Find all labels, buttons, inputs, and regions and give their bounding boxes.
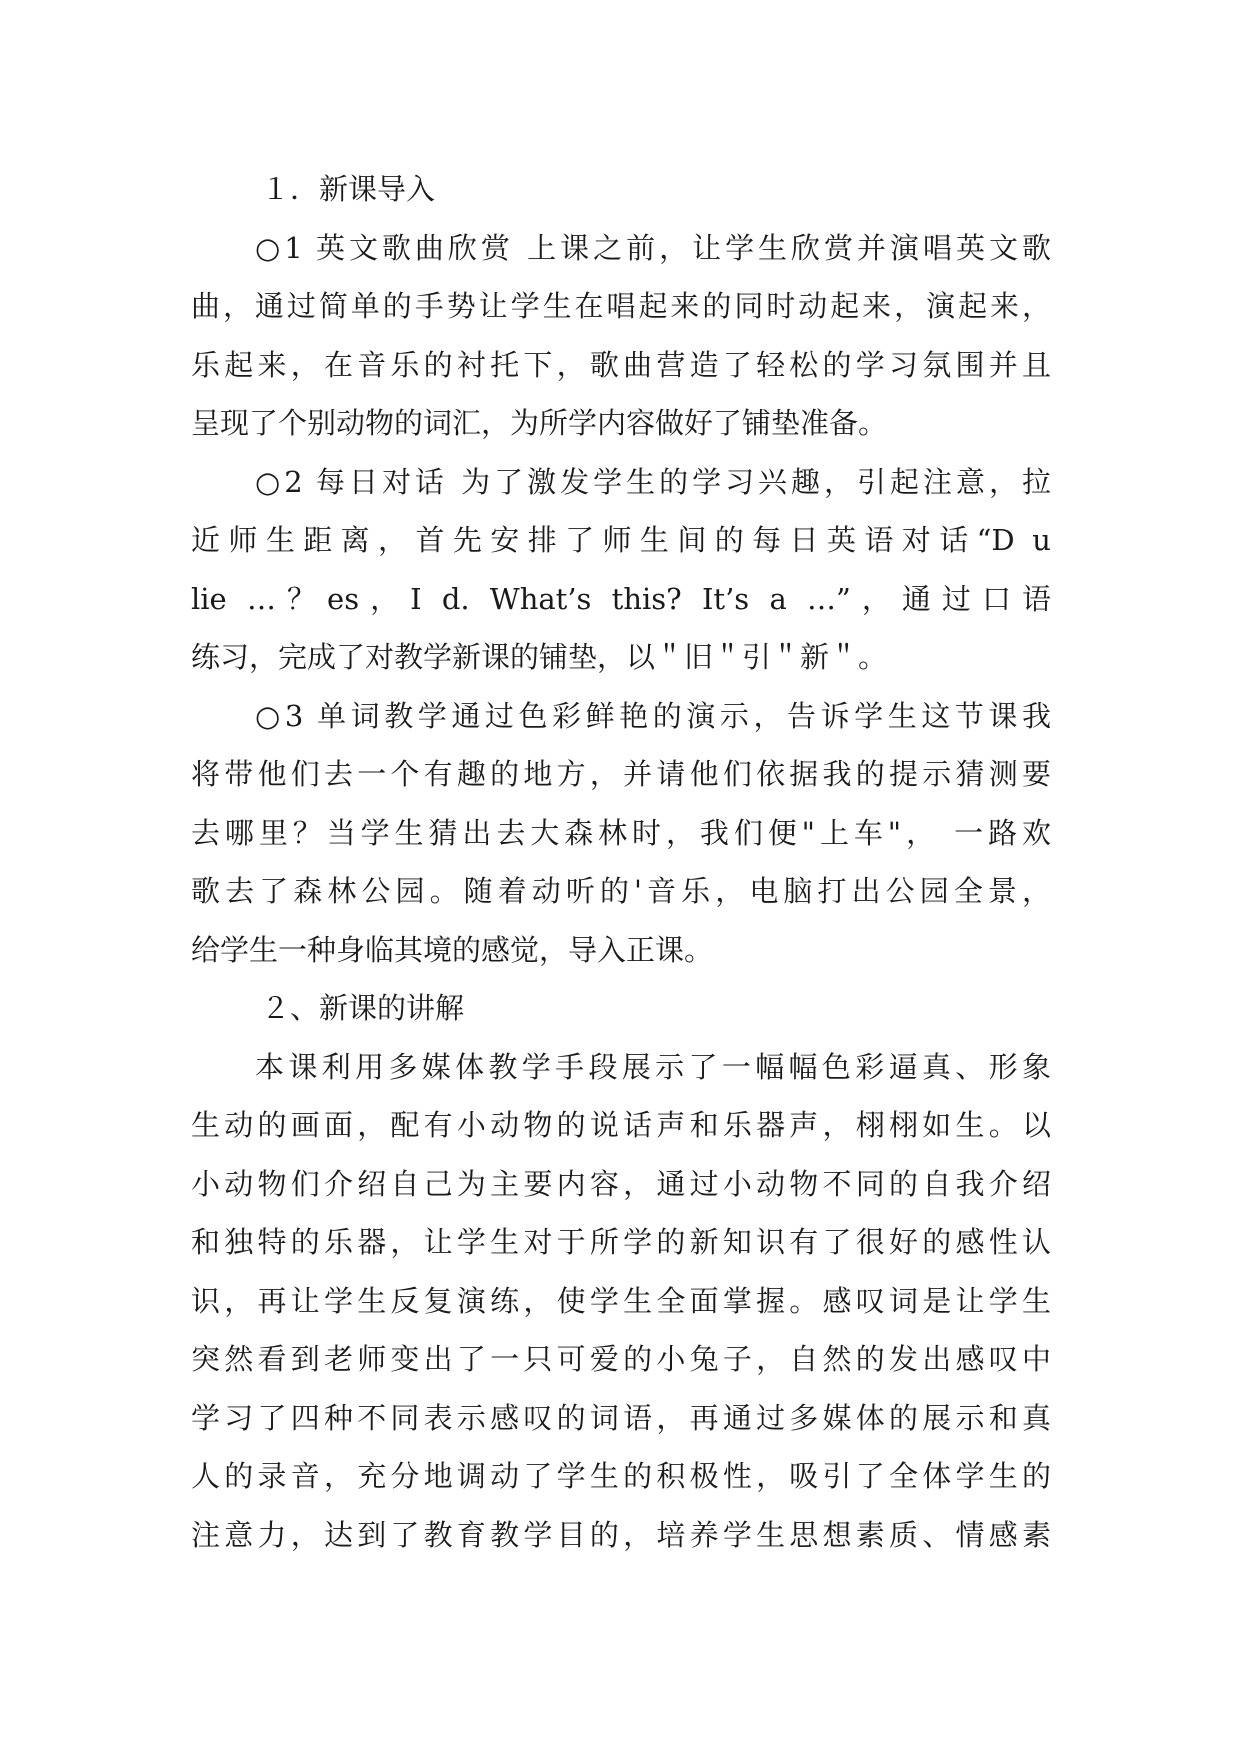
- paragraph-line: 生动的画面，配有小动物的说话声和乐器声，栩栩如生。以: [191, 1108, 1051, 1142]
- section-heading-1: １．新课导入: [261, 172, 436, 206]
- paragraph-line: 给学生一种身临其境的感觉，导入正课。: [191, 932, 714, 967]
- section-heading-2: ２、新课的讲解: [261, 991, 465, 1025]
- paragraph-line: 和独特的乐器，让学生对于所学的新知识有了很好的感性认: [191, 1225, 1051, 1259]
- paragraph-line: 练习，完成了对教学新课的铺垫，以＂旧＂引＂新＂。: [191, 640, 888, 674]
- paragraph-line: 乐起来，在音乐的衬托下，歌曲营造了轻松的学习氛围并且: [191, 347, 1051, 382]
- paragraph-line: 突然看到老师变出了一只可爱的小兔子，自然的发出感叹中: [191, 1342, 1051, 1376]
- paragraph-line: 歌去了森林公园。随着动听的'音乐，电脑打出公园全景，: [191, 874, 1051, 908]
- paragraph-line: 小动物们介绍自己为主要内容，通过小动物不同的自我介绍: [191, 1166, 1051, 1201]
- paragraph-line: ○2 每日对话 为了激发学生的学习兴趣，引起注意，拉: [255, 464, 1051, 499]
- paragraph-line: 学习了四种不同表示感叹的词语，再通过多媒体的展示和真: [191, 1400, 1051, 1435]
- document-body: [191, 160, 1051, 1564]
- paragraph-line: 呈现了个别动物的词汇，为所学内容做好了铺垫准备。: [191, 406, 888, 440]
- paragraph-line: 曲，通过简单的手势让学生在唱起来的同时动起来，演起来，: [191, 289, 1051, 323]
- paragraph-line: lie …？es，I d. What’s this? It’s a …”，通过口语: [191, 581, 1051, 616]
- paragraph-line: 人的录音，充分地调动了学生的积极性，吸引了全体学生的: [191, 1459, 1051, 1493]
- paragraph-line: 识，再让学生反复演练，使学生全面掌握。感叹词是让学生: [191, 1283, 1051, 1318]
- paragraph-line: 近师生距离，首先安排了师生间的每日英语对话“D u: [191, 523, 1051, 557]
- paragraph-line: 去哪里？当学生猜出去大森林时，我们便"上车"， 一路欢: [191, 815, 1051, 850]
- paragraph-line: ○3 单词教学通过色彩鲜艳的演示，告诉学生这节课我: [255, 698, 1051, 733]
- paragraph-line: 本课利用多媒体教学手段展示了一幅幅色彩逼真、形象: [255, 1049, 1051, 1084]
- paragraph-line: 将带他们去一个有趣的地方，并请他们依据我的提示猜测要: [191, 757, 1051, 791]
- paragraph-line: 注意力，达到了教育教学目的，培养学生思想素质、情感素: [191, 1517, 1051, 1552]
- paragraph-line: ○1 英文歌曲欣赏 上课之前，让学生欣赏并演唱英文歌: [255, 230, 1051, 265]
